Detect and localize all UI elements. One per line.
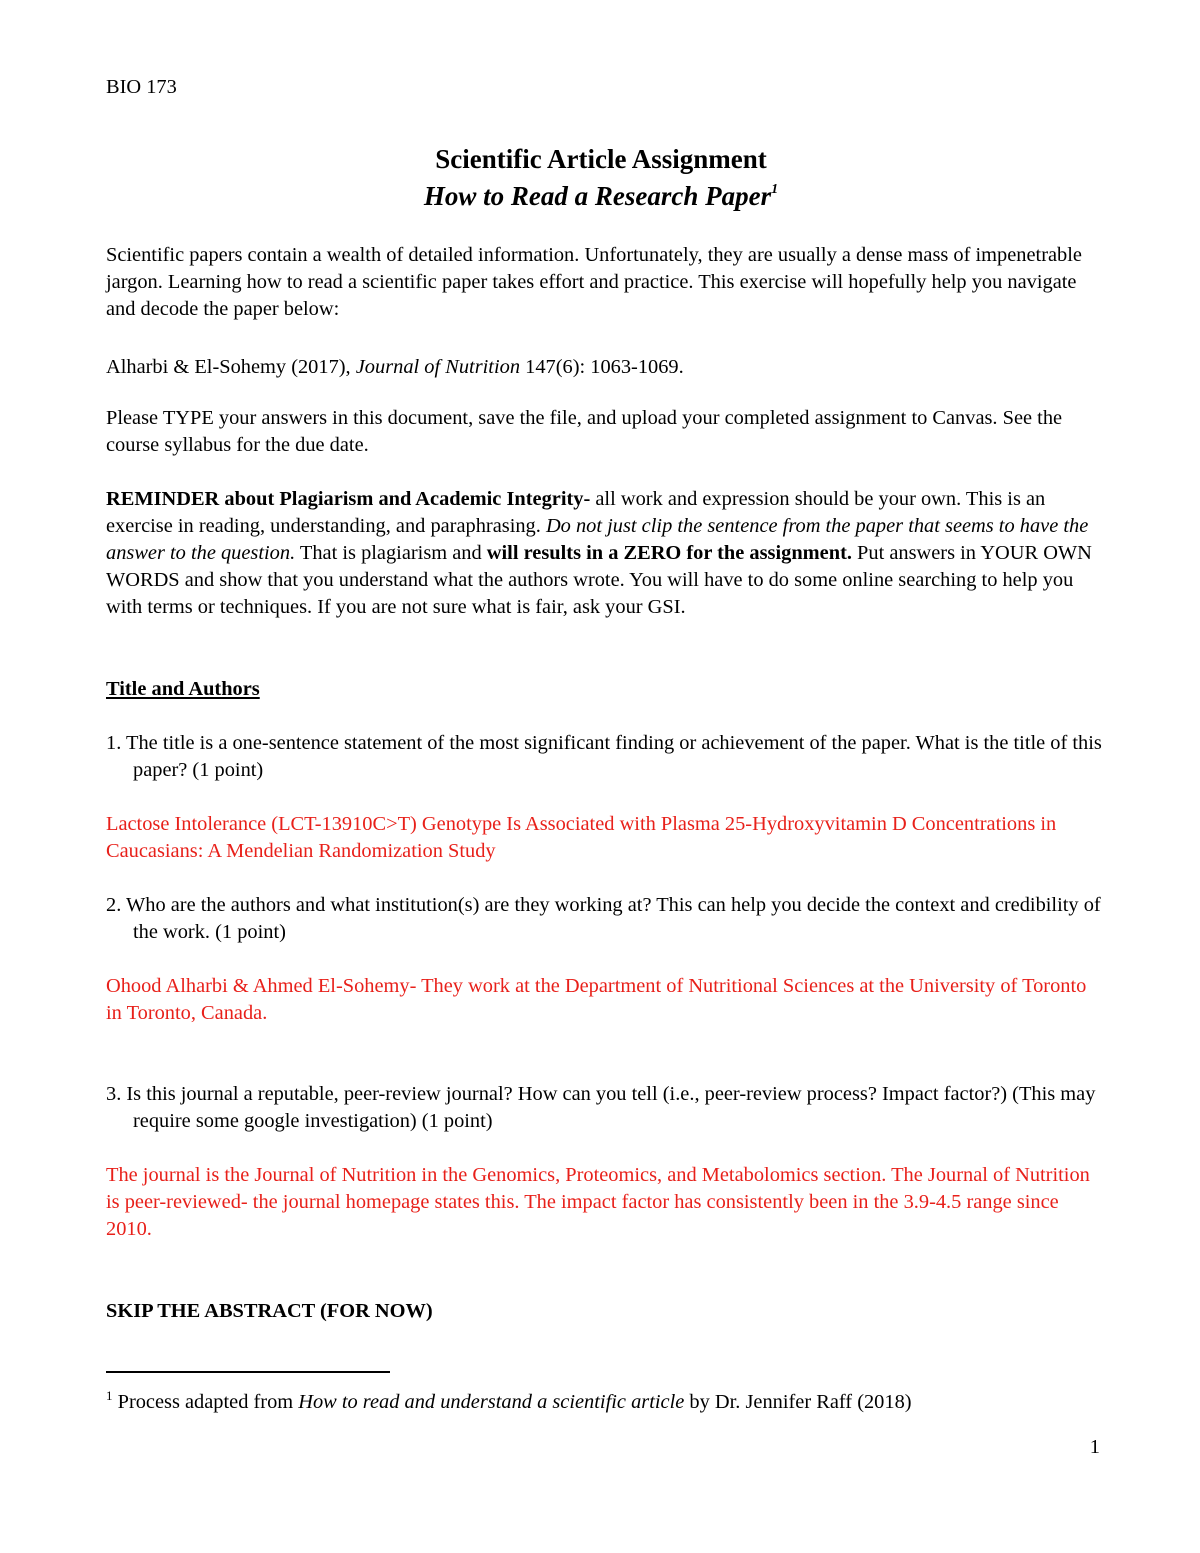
submission-instructions: Please TYPE your answers in this document, save the file, and upload your completed assignment to Canvas. See the course syllabus for the due date. xyxy=(106,407,1063,456)
question-2: 2. Who are the authors and what institution(s) are they working at? This can help you decide the context and credibility of the work. (1 point) xyxy=(106,894,1101,943)
question-3: 3. Is this journal a reputable, peer-review journal? How can you tell (i.e., peer-review process? Impact factor?) (This may require some google investigation) (1 point) xyxy=(106,1083,1096,1132)
footnote-ref: 1 xyxy=(771,182,779,197)
plagiarism-reminder xyxy=(106,486,1096,621)
subtitle-text: How to Read a Research Paper xyxy=(423,181,772,211)
question-1: 1. The title is a one-sentence statement of the most significant finding or achievement of the paper. What is the title of this paper? (1 point) xyxy=(106,732,1102,781)
reminder-consequence: will results in a ZERO for the assignment. xyxy=(486,542,852,564)
skip-abstract-heading: SKIP THE ABSTRACT (FOR NOW) xyxy=(106,1300,433,1322)
footnote-italic: How to read and understand a scientific article xyxy=(298,1391,685,1413)
course-header: BIO 173 xyxy=(106,76,177,98)
reminder-text-2: That is plagiarism and xyxy=(295,542,487,564)
citation-journal: Journal of Nutrition xyxy=(355,356,521,378)
reminder-label: REMINDER about Plagiarism and Academic Integrity- xyxy=(106,488,591,510)
page-subtitle xyxy=(106,180,1096,213)
reminder-text-1: all work and expression should be your own. This is an exercise in reading, understanding, and paraphrasing. xyxy=(106,488,1046,537)
intro-paragraph: Scientific papers contain a wealth of detailed information. Unfortunately, they are usually a dense mass of impenetrable jargon. Learning how to read a scientific paper takes effort and practice. This exercise will hopefully help you navigate and decode the paper below: xyxy=(106,244,1082,320)
reminder-italic: Do not just clip the sentence from the paper that seems to have the answer to the question. xyxy=(106,515,1089,564)
answer-2: Ohood Alharbi & Ahmed El-Sohemy- They work at the Department of Nutritional Sciences at the University of Toronto in Toronto, Canada. xyxy=(106,975,1087,1024)
page-number: 1 xyxy=(1089,1436,1100,1458)
footnote-text-after: by Dr. Jennifer Raff (2018) xyxy=(684,1391,912,1413)
footnote-divider xyxy=(106,1371,390,1373)
answer-3: The journal is the Journal of Nutrition in the Genomics, Proteomics, and Metabolomics section. The Journal of Nutrition is peer-reviewed- the journal homepage states this. The impact factor has consistently been in the 3.9-4.5 range since 2010. xyxy=(106,1164,1090,1240)
footnote-number: 1 xyxy=(106,1388,113,1403)
answer-1: Lactose Intolerance (LCT-13910C>T) Genotype Is Associated with Plasma 25-Hydroxyvitamin D Concentrations in Caucasians: A Mendelian Randomization Study xyxy=(106,813,1057,862)
footnote xyxy=(106,1389,1096,1416)
page-title: Scientific Article Assignment xyxy=(435,144,767,174)
footnote-text-before: Process adapted from xyxy=(112,1391,299,1413)
citation xyxy=(106,354,1096,381)
citation-authors: Alharbi & El-Sohemy (2017), xyxy=(106,356,356,378)
citation-details: 147(6): 1063-1069. xyxy=(520,356,684,378)
reminder-text-3: Put answers in YOUR OWN WORDS and show that you understand what the authors wrote. You will have to do some online searching to help you with terms or techniques. If you are not sure what is fair, ask your GSI. xyxy=(106,542,1092,618)
section-heading: Title and Authors xyxy=(106,678,260,700)
